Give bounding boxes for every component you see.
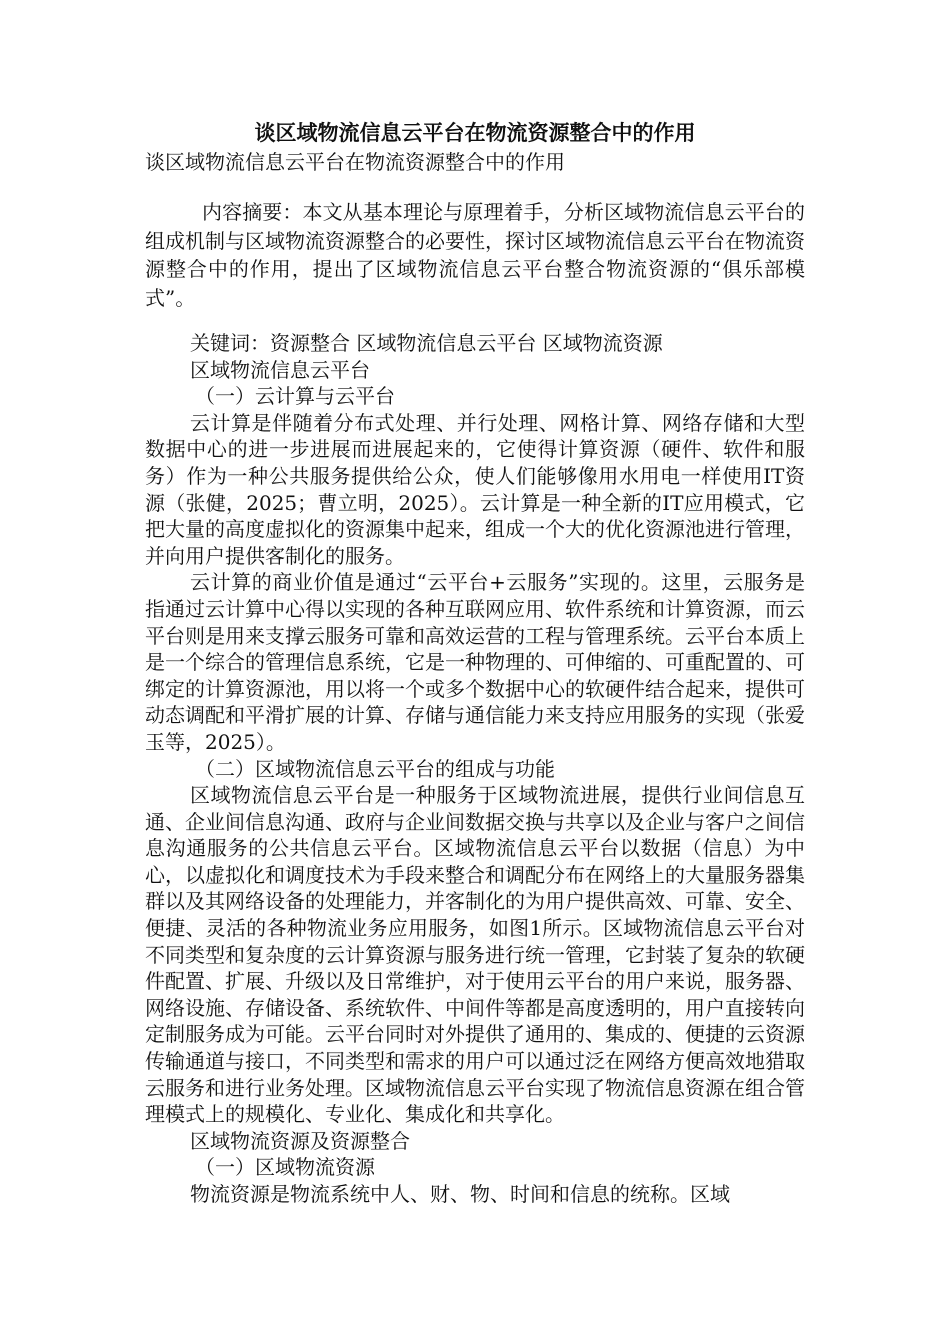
subsection-heading-logistics-resources: （一）区域物流资源 [195, 1155, 375, 1180]
document-page [145, 118, 805, 1208]
body-paragraph: 云计算是伴随着分布式处理、并行处理、网格计算、网络存储和大型数据中心的进一步进展而进展起来的，它使得计算资源（硬件、软件和服务）作为一种公共服务提供给公众，使人们能够像用水用电一样使用IT资源（张健，2025；曹立明，2025）。云计算是一种全新的IT应用模式，它把大量的高度虚拟化的资源集中起来，组成一个大的优化资源池进行管理，并向用户提供客制化的服务。 [145, 410, 805, 568]
body-paragraph: 云计算的商业价值是通过“云平台+云服务”实现的。这里，云服务是指通过云计算中心得以实现的各种互联网应用、软件系统和计算资源，而云平台则是用来支撑云服务可靠和高效运营的工程与管理系统。云平台本质上是一个综合的管理信息系统，它是一种物理的、可伸缩的、可重配置的、可绑定的计算资源池，用以将一个或多个数据中心的软硬件结合起来，提供可动态调配和平滑扩展的计算、存储与通信能力来支持应用服务的实现（张爱玉等，2025）。 [145, 570, 805, 754]
document-subtitle: 谈区域物流信息云平台在物流资源整合中的作用 [145, 150, 565, 174]
section-heading-resource-integration: 区域物流资源及资源整合 [190, 1128, 410, 1153]
subsection-heading-cloud-computing: （一）云计算与云平台 [195, 384, 395, 409]
keywords-line: 关键词：资源整合 区域物流信息云平台 区域物流资源 [190, 331, 663, 355]
subsection-heading-platform-composition: （二）区域物流信息云平台的组成与功能 [195, 756, 555, 781]
document-title: 谈区域物流信息云平台在物流资源整合中的作用 [254, 120, 696, 145]
body-paragraph: 物流资源是物流系统中人、财、物、时间和信息的统称。区域 [190, 1182, 730, 1206]
abstract-paragraph: 内容摘要：本文从基本理论与原理着手，分析区域物流信息云平台的组成机制与区域物流资源整合的必要性，探讨区域物流信息云平台在物流资源整合中的作用，提出了区域物流信息云平台整合物流资源的“俱乐部模式”。 [145, 200, 805, 310]
body-paragraph: 区域物流信息云平台是一种服务于区域物流进展，提供行业间信息互通、企业间信息沟通、政府与企业间数据交换与共享以及企业与客户之间信息沟通服务的公共信息云平台。区域物流信息云平台以数据（信息）为中心，以虚拟化和调度技术为手段来整合和调配分布在网络上的大量服务器集群以及其网络设备的处理能力，并客制化的为用户提供高效、可靠、安全、便捷、灵活的各种物流业务应用服务，如图1所示。区域物流信息云平台对不同类型和复杂度的云计算资源与服务进行统一管理，它封装了复杂的软硬件配置、扩展、升级以及日常维护，对于使用云平台的用户来说，服务器、网络设施、存储设备、系统软件、中间件等都是高度透明的，用户直接转向定制服务成为可能。云平台同时对外提供了通用的、集成的、便捷的云资源传输通道与接口，不同类型和需求的用户可以通过泛在网络方便高效地猎取云服务和进行业务处理。区域物流信息云平台实现了物流信息资源在组合管理模式上的规模化、专业化、集成化和共享化。 [145, 783, 805, 1127]
section-heading-cloud-platform: 区域物流信息云平台 [190, 357, 370, 382]
